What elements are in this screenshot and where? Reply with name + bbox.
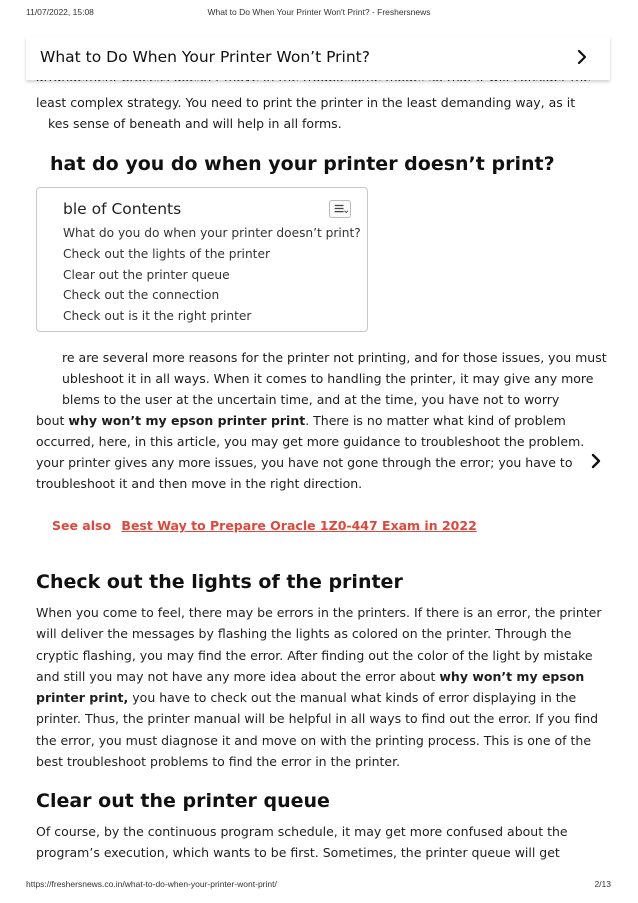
- para2-line-7: troubleshoot it and then move in the right direction.: [36, 476, 363, 491]
- para2-line-1: re are several more reasons for the printer not printing, and for those issues, you must: [62, 350, 607, 365]
- toc-item[interactable]: Check out is it the right printer: [63, 309, 252, 324]
- section-lights-text-2: you have to check out the manual what kinds of error displaying in the printer. Thus, the printer manual will be helpful in all ways to find out the error. If you find the error, you must diagnose it and move on with the printing process. This is one of the best troubleshoot problems to find the error in the printer.: [36, 690, 599, 770]
- print-footer: [0, 876, 638, 892]
- see-also-label: See also: [52, 518, 112, 533]
- para2-line-4-post: . There is no matter what kind of problem: [305, 413, 566, 428]
- section-heading-what-to-do: hat do you do when your printer doesn’t print?: [50, 153, 555, 175]
- para2-line-2: ubleshoot it in all ways. When it comes to handling the printer, it may give any more: [62, 371, 594, 386]
- para2-line-4-bold: why won’t my epson printer print: [68, 413, 306, 428]
- section-lights-paragraph: [36, 602, 606, 772]
- section-lights: [36, 571, 606, 772]
- sticky-article-bar[interactable]: [26, 36, 610, 80]
- sticky-article-title: What to Do When Your Printer Won’t Print?: [40, 48, 370, 66]
- para2-line-3: blems to the user at the uncertain time, and at the time, you have not to worry: [62, 392, 560, 407]
- toc-item[interactable]: What do you do when your printer doesn’t print?: [63, 226, 361, 240]
- para2-line-4: [36, 410, 606, 431]
- print-date: 11/07/2022, 15:08: [26, 7, 94, 17]
- section-heading-lights: Check out the lights of the printer: [36, 571, 403, 593]
- list-toggle-icon[interactable]: [329, 200, 351, 218]
- para2-line-6: your printer gives any more issues, you have not gone through the error; you have to: [36, 455, 573, 470]
- toc-list: [63, 223, 361, 327]
- section-queue: [36, 790, 606, 864]
- see-also-link[interactable]: Best Way to Prepare Oracle 1Z0-447 Exam in 2022: [121, 518, 477, 533]
- page-number: 2/13: [594, 879, 611, 889]
- intro-line-3: kes sense of beneath and will help in all forms.: [48, 116, 342, 131]
- chevron-right-icon[interactable]: [574, 48, 590, 66]
- see-also-box: [52, 518, 477, 533]
- intro-line-2: least complex strategy. You need to print the printer in the least demanding way, as it: [36, 95, 576, 110]
- toc-title: ble of Contents: [63, 200, 182, 218]
- toc-item[interactable]: Check out the lights of the printer: [63, 246, 270, 261]
- section-lights-text-1: When you come to feel, there may be errors in the printers. If there is an error, the printer will deliver the messages by flashing the lights as colored on the printer. Through the cryptic flashing, you may find the error. After finding out the color of the light by mistake and still you may not have any more idea about the error about: [36, 605, 602, 684]
- para2-line-5: occurred, here, in this article, you may get more guidance to troubleshoot the problem.: [36, 434, 585, 449]
- print-url: https://freshersnews.co.in/what-to-do-when-your-printer-wont-print/: [26, 879, 277, 889]
- section-queue-paragraph: Of course, by the continuous program schedule, it may get more confused about the program’s execution, which wants to be first. Sometimes, the printer queue will get: [36, 824, 568, 861]
- print-doc-title: What to Do When Your Printer Won't Print? - Freshersnews: [207, 7, 431, 17]
- chevron-right-icon[interactable]: [588, 451, 604, 471]
- table-of-contents: [36, 187, 368, 332]
- toc-item[interactable]: Clear out the printer queue: [63, 267, 230, 282]
- section-lights-bold: why won’t my epson printer print,: [36, 668, 585, 706]
- toc-item[interactable]: Check out the connection: [63, 288, 220, 303]
- print-header: [0, 0, 638, 22]
- section-heading-queue: Clear out the printer queue: [36, 790, 330, 812]
- para2-line-4-pre: bout: [36, 413, 69, 428]
